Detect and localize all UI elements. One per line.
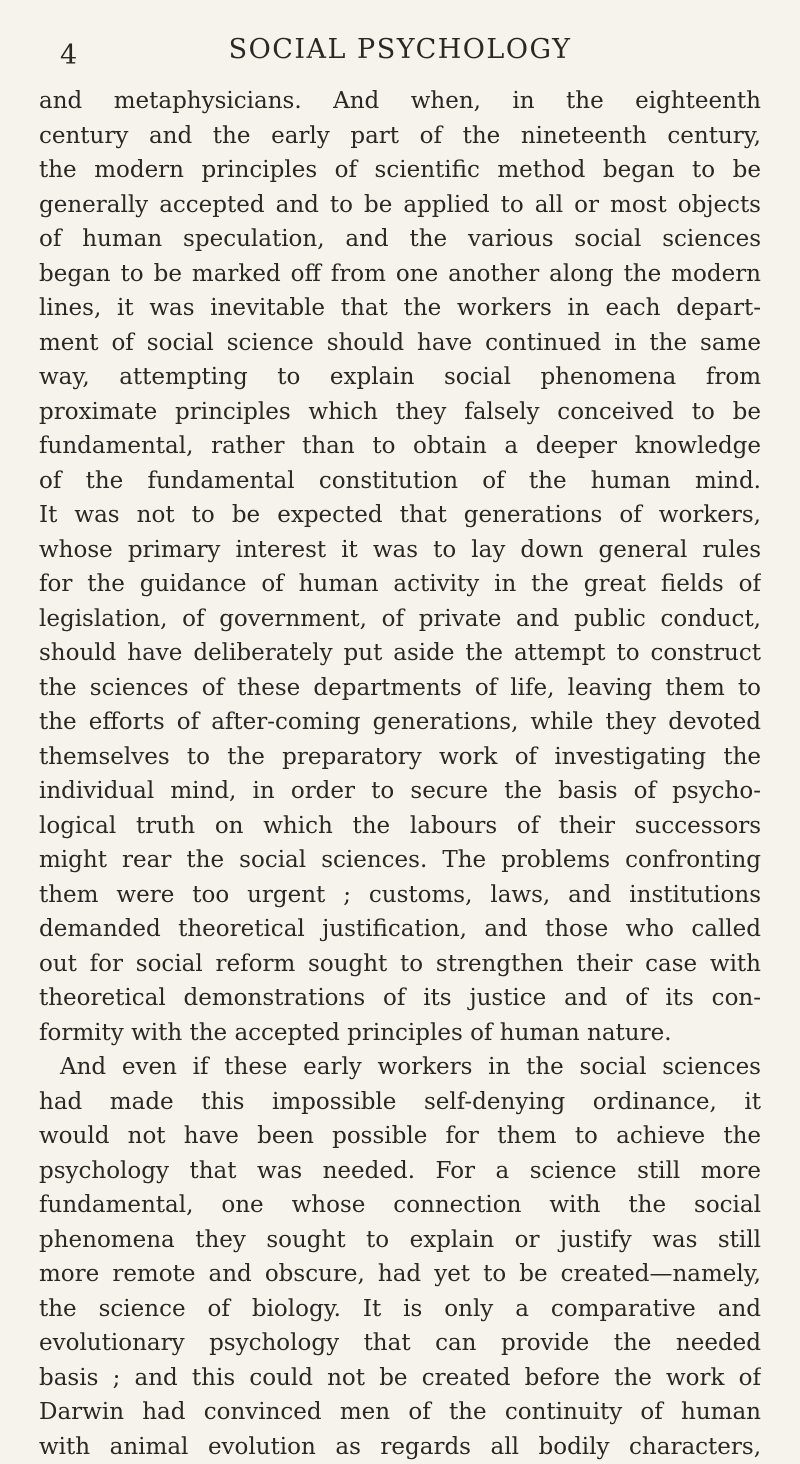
text-line: basis ; and this could not be created before the work of xyxy=(39,1361,761,1396)
text-line: lines, it was inevitable that the workers in each depart- xyxy=(39,291,761,326)
text-line: evolutionary psychology that can provide the needed xyxy=(39,1326,761,1361)
text-line: It was not to be expected that generations of workers, xyxy=(39,498,761,533)
text-line: more remote and obscure, had yet to be created—namely, xyxy=(39,1257,761,1292)
text-line: whose primary interest it was to lay down general rules xyxy=(39,533,761,568)
text-line: began to be marked off from one another along the modern xyxy=(39,257,761,292)
text-line: logical truth on which the labours of their successors xyxy=(39,809,761,844)
text-line: Darwin had convinced men of the continuity of human xyxy=(39,1395,761,1430)
text-line: psychology that was needed. For a science still more xyxy=(39,1154,761,1189)
text-line: proximate principles which they falsely conceived to be xyxy=(39,395,761,430)
text-line: fundamental, rather than to obtain a deeper knowledge xyxy=(39,429,761,464)
text-line: the science of biology. It is only a comparative and xyxy=(39,1292,761,1327)
text-line: out for social reform sought to strengthen their case with xyxy=(39,947,761,982)
text-line: them were too urgent ; customs, laws, and institutions xyxy=(39,878,761,913)
text-line: And even if these early workers in the social sciences xyxy=(39,1050,761,1085)
body-text xyxy=(39,84,761,1464)
text-line: phenomena they sought to explain or justify was still xyxy=(39,1223,761,1258)
text-line: generally accepted and to be applied to all or most objects xyxy=(39,188,761,223)
text-line: way, attempting to explain social phenomena from xyxy=(39,360,761,395)
text-line: of human speculation, and the various social sciences xyxy=(39,222,761,257)
text-line: of the fundamental constitution of the human mind. xyxy=(39,464,761,499)
text-line: fundamental, one whose connection with the social xyxy=(39,1188,761,1223)
text-line: century and the early part of the nineteenth century, xyxy=(39,119,761,154)
page-number: 4 xyxy=(60,40,77,71)
text-line: the efforts of after-coming generations, while they devoted xyxy=(39,705,761,740)
text-line: might rear the social sciences. The problems confronting xyxy=(39,843,761,878)
text-line: individual mind, in order to secure the basis of psycho- xyxy=(39,774,761,809)
text-line: should have deliberately put aside the attempt to construct xyxy=(39,636,761,671)
text-line: with animal evolution as regards all bodily characters, xyxy=(39,1430,761,1464)
text-line: theoretical demonstrations of its justice and of its con- xyxy=(39,981,761,1016)
text-line: and metaphysicians. And when, in the eighteenth xyxy=(39,84,761,119)
text-line: for the guidance of human activity in the great fields of xyxy=(39,567,761,602)
text-line: would not have been possible for them to achieve the xyxy=(39,1119,761,1154)
text-line: themselves to the preparatory work of investigating the xyxy=(39,740,761,775)
text-line: the modern principles of scientific method began to be xyxy=(39,153,761,188)
text-line: demanded theoretical justification, and those who called xyxy=(39,912,761,947)
running-head: SOCIAL PSYCHOLOGY xyxy=(0,34,800,65)
text-line: ment of social science should have continued in the same xyxy=(39,326,761,361)
text-line: legislation, of government, of private and public conduct, xyxy=(39,602,761,637)
text-line: the sciences of these departments of life, leaving them to xyxy=(39,671,761,706)
text-line: had made this impossible self-denying ordinance, it xyxy=(39,1085,761,1120)
text-line: formity with the accepted principles of human nature. xyxy=(39,1016,761,1051)
